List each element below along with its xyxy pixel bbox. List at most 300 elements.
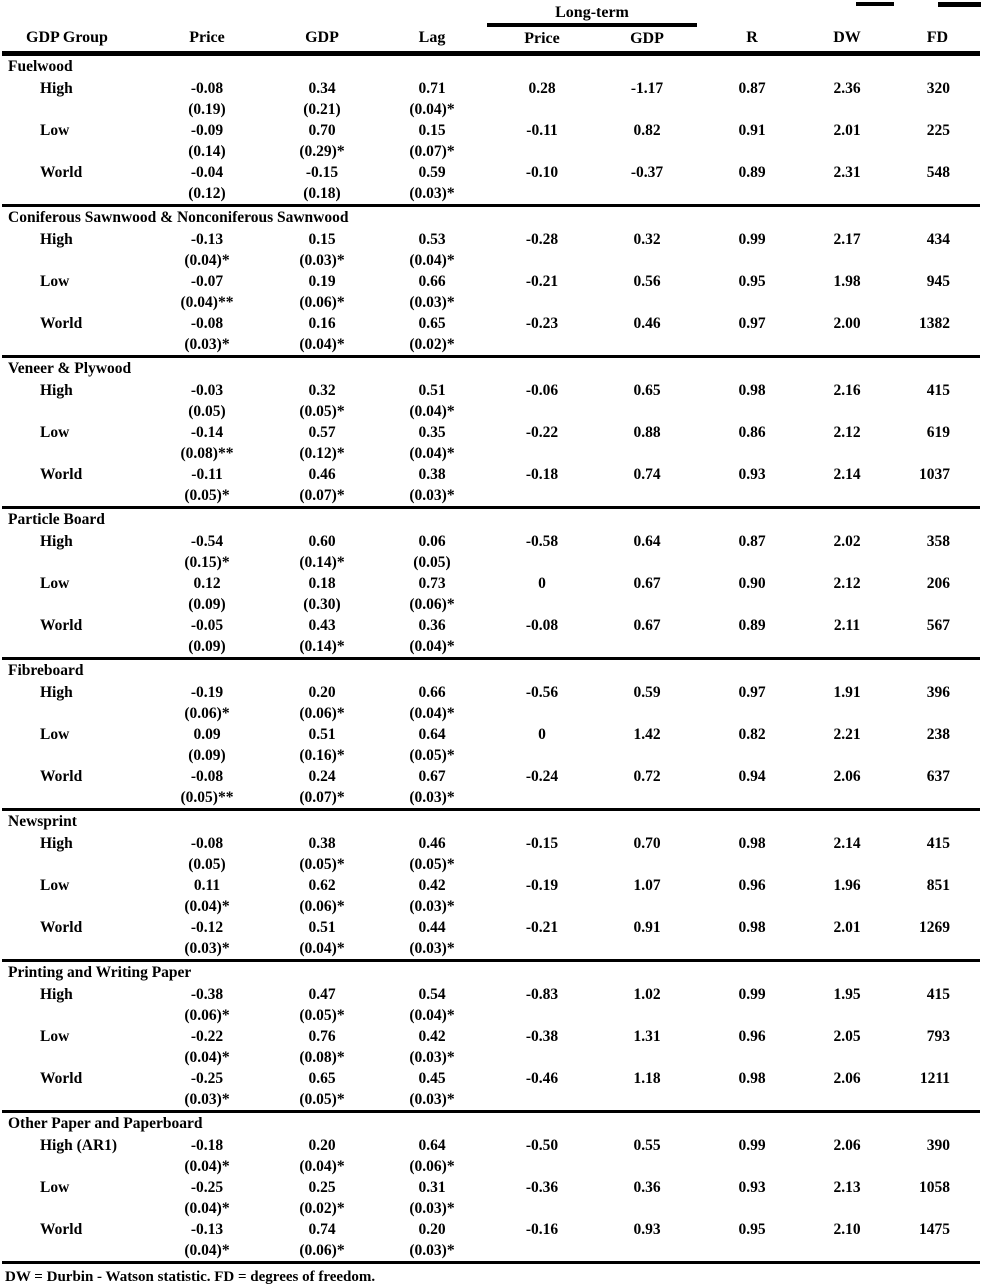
cell-lag: 0.64 xyxy=(418,725,446,743)
cell-r: 0.91 xyxy=(738,121,766,139)
cell-se-lag: (0.05)* xyxy=(409,746,455,764)
cell-gdp: 0.34 xyxy=(308,79,336,97)
cell-fd: 238 xyxy=(926,725,951,743)
cell-lt-gdp: 0.46 xyxy=(633,314,661,332)
empty-cell xyxy=(487,745,597,766)
cell-se-price: (0.12) xyxy=(188,184,226,202)
empty-cell xyxy=(807,1240,887,1263)
cell-price: -0.14 xyxy=(190,423,224,441)
empty-cell xyxy=(2,1047,147,1068)
cell-lt-price: -0.28 xyxy=(525,230,559,248)
cell-se-gdp: (0.05)* xyxy=(299,1090,345,1108)
cell-lag: 0.53 xyxy=(418,230,446,248)
empty-cell xyxy=(597,1005,697,1026)
row-label: World xyxy=(40,465,83,483)
cell-se-price: (0.09) xyxy=(188,746,226,764)
cell-lag: 0.45 xyxy=(418,1069,446,1087)
empty-cell xyxy=(697,1047,807,1068)
section-title: Other Paper and Paperboard xyxy=(2,1112,980,1136)
row-label: High xyxy=(40,79,73,97)
cell-lag: 0.59 xyxy=(418,163,446,181)
cell-r: 0.93 xyxy=(738,1178,766,1196)
cell-r: 0.95 xyxy=(738,272,766,290)
cell-r: 0.98 xyxy=(738,1069,766,1087)
cell-se-gdp: (0.18) xyxy=(303,184,341,202)
cell-se-lag: (0.03)* xyxy=(409,1048,455,1066)
cell-lt-gdp: 1.02 xyxy=(633,985,661,1003)
row-label: Low xyxy=(40,574,70,592)
row-label: High xyxy=(40,683,73,701)
cell-lt-gdp: 0.32 xyxy=(633,230,661,248)
cell-lag: 0.54 xyxy=(418,985,446,1003)
empty-cell xyxy=(487,1047,597,1068)
cell-lt-gdp: 0.67 xyxy=(633,616,661,634)
empty-cell xyxy=(887,1198,980,1219)
cell-se-price: (0.06)* xyxy=(184,704,230,722)
cell-se-gdp: (0.02)* xyxy=(299,1199,345,1217)
cell-se-lag: (0.03)* xyxy=(409,1241,455,1259)
cell-lt-price: -0.15 xyxy=(525,834,559,852)
empty-cell xyxy=(807,703,887,724)
cell-lt-gdp: 0.36 xyxy=(633,1178,661,1196)
cell-se-price: (0.05) xyxy=(188,855,226,873)
cell-se-gdp: (0.06)* xyxy=(299,1241,345,1259)
cell-fd: 945 xyxy=(926,272,951,290)
empty-cell xyxy=(887,485,980,508)
empty-cell xyxy=(887,1005,980,1026)
empty-cell xyxy=(697,1156,807,1177)
cell-r: 0.96 xyxy=(738,876,766,894)
section-title: Fuelwood xyxy=(2,54,980,79)
cell-r: 0.89 xyxy=(738,616,766,634)
cell-fd: 1058 xyxy=(919,1178,951,1196)
cell-se-lag: (0.03)* xyxy=(409,939,455,957)
cell-r: 0.93 xyxy=(738,465,766,483)
cell-gdp: 0.43 xyxy=(308,616,336,634)
empty-cell xyxy=(887,594,980,615)
empty-cell xyxy=(2,552,147,573)
cell-fd: 637 xyxy=(926,767,951,785)
empty-cell xyxy=(697,1240,807,1263)
cell-lt-gdp: 0.59 xyxy=(633,683,661,701)
cell-price: -0.04 xyxy=(190,163,224,181)
empty-cell xyxy=(487,334,597,357)
empty-cell xyxy=(887,938,980,961)
row-label: Low xyxy=(40,1178,70,1196)
cell-se-price: (0.06)* xyxy=(184,1006,230,1024)
empty-cell xyxy=(807,443,887,464)
cell-gdp: -0.15 xyxy=(305,163,339,181)
empty-cell xyxy=(697,896,807,917)
cell-lt-price: -0.08 xyxy=(525,616,559,634)
cell-se-lag: (0.06)* xyxy=(409,1157,455,1175)
cell-price: -0.08 xyxy=(190,79,224,97)
empty-cell xyxy=(887,1089,980,1112)
scan-artifact-line xyxy=(938,2,981,7)
col-header-r: R xyxy=(697,25,807,54)
empty-cell xyxy=(2,1005,147,1026)
cell-gdp: 0.19 xyxy=(308,272,336,290)
cell-dw: 2.14 xyxy=(833,465,861,483)
empty-cell xyxy=(807,552,887,573)
empty-cell xyxy=(2,334,147,357)
col-header-gdp-group: GDP Group xyxy=(2,25,147,54)
cell-lt-price: -0.58 xyxy=(525,532,559,550)
empty-cell xyxy=(2,854,147,875)
cell-price: -0.25 xyxy=(190,1069,224,1087)
cell-lag: 0.06 xyxy=(418,532,446,550)
empty-cell xyxy=(487,1198,597,1219)
cell-se-gdp: (0.04)* xyxy=(299,939,345,957)
cell-r: 0.97 xyxy=(738,683,766,701)
empty-cell xyxy=(887,99,980,120)
cell-fd: 415 xyxy=(926,985,951,1003)
cell-r: 0.99 xyxy=(738,985,766,1003)
empty-cell xyxy=(807,854,887,875)
empty-cell xyxy=(807,1089,887,1112)
cell-se-price: (0.05)** xyxy=(180,788,234,806)
empty-cell xyxy=(597,1047,697,1068)
empty-cell xyxy=(807,1198,887,1219)
empty-cell xyxy=(2,443,147,464)
cell-price: -0.54 xyxy=(190,532,224,550)
empty-cell xyxy=(697,334,807,357)
cell-lag: 0.42 xyxy=(418,1027,446,1045)
empty-cell xyxy=(887,443,980,464)
cell-fd: 396 xyxy=(926,683,951,701)
cell-lag: 0.46 xyxy=(418,834,446,852)
cell-gdp: 0.57 xyxy=(308,423,336,441)
cell-se-price: (0.04)* xyxy=(184,1241,230,1259)
empty-cell xyxy=(487,183,597,206)
cell-gdp: 0.24 xyxy=(308,767,336,785)
empty-cell xyxy=(487,99,597,120)
section-title: Particle Board xyxy=(2,508,980,532)
cell-lt-gdp: 0.56 xyxy=(633,272,661,290)
cell-price: -0.13 xyxy=(190,230,224,248)
cell-gdp: 0.60 xyxy=(308,532,336,550)
section-title: Coniferous Sawnwood & Nonconiferous Sawnwood xyxy=(2,206,980,230)
cell-gdp: 0.20 xyxy=(308,1136,336,1154)
cell-price: 0.09 xyxy=(193,725,221,743)
cell-dw: 1.91 xyxy=(833,683,861,701)
cell-r: 0.87 xyxy=(738,532,766,550)
empty-cell xyxy=(2,703,147,724)
cell-gdp: 0.51 xyxy=(308,725,336,743)
empty-cell xyxy=(487,485,597,508)
header-spacer xyxy=(2,2,487,25)
cell-r: 0.86 xyxy=(738,423,766,441)
cell-lt-price: -0.56 xyxy=(525,683,559,701)
empty-cell xyxy=(807,334,887,357)
row-label: World xyxy=(40,616,83,634)
row-label: High xyxy=(40,532,73,550)
row-label: Low xyxy=(40,272,70,290)
empty-cell xyxy=(487,787,597,810)
table-header xyxy=(2,2,980,54)
cell-gdp: 0.38 xyxy=(308,834,336,852)
empty-cell xyxy=(887,896,980,917)
cell-se-price: (0.09) xyxy=(188,637,226,655)
cell-lt-gdp: 1.07 xyxy=(633,876,661,894)
cell-se-lag: (0.03)* xyxy=(409,293,455,311)
row-label: High xyxy=(40,381,73,399)
cell-lag: 0.67 xyxy=(418,767,446,785)
empty-cell xyxy=(807,1047,887,1068)
cell-fd: 548 xyxy=(926,163,951,181)
section-title: Fibreboard xyxy=(2,659,980,683)
empty-cell xyxy=(597,896,697,917)
cell-dw: 1.98 xyxy=(833,272,861,290)
empty-cell xyxy=(887,334,980,357)
empty-cell xyxy=(887,141,980,162)
cell-r: 0.98 xyxy=(738,381,766,399)
cell-se-lag: (0.04)* xyxy=(409,402,455,420)
cell-price: -0.03 xyxy=(190,381,224,399)
empty-cell xyxy=(597,552,697,573)
empty-cell xyxy=(807,896,887,917)
cell-lag: 0.15 xyxy=(418,121,446,139)
cell-lt-gdp: 0.91 xyxy=(633,918,661,936)
cell-price: -0.11 xyxy=(191,465,223,483)
cell-lag: 0.71 xyxy=(418,79,446,97)
cell-price: -0.08 xyxy=(190,767,224,785)
empty-cell xyxy=(487,1156,597,1177)
empty-cell xyxy=(597,636,697,659)
cell-se-price: (0.03)* xyxy=(184,1090,230,1108)
cell-se-lag: (0.07)* xyxy=(409,142,455,160)
cell-lt-price: -0.18 xyxy=(525,465,559,483)
empty-cell xyxy=(697,1089,807,1112)
empty-cell xyxy=(2,401,147,422)
empty-cell xyxy=(807,141,887,162)
cell-dw: 2.05 xyxy=(833,1027,861,1045)
empty-cell xyxy=(2,1198,147,1219)
cell-fd: 225 xyxy=(926,121,951,139)
cell-se-lag: (0.05)* xyxy=(409,855,455,873)
cell-dw: 2.31 xyxy=(833,163,861,181)
col-header-lag: Lag xyxy=(377,25,487,54)
cell-se-gdp: (0.05)* xyxy=(299,855,345,873)
cell-lt-gdp: -0.37 xyxy=(630,163,664,181)
cell-dw: 1.95 xyxy=(833,985,861,1003)
empty-cell xyxy=(487,401,597,422)
cell-se-gdp: (0.12)* xyxy=(299,444,345,462)
cell-lt-gdp: 1.18 xyxy=(633,1069,661,1087)
empty-cell xyxy=(2,636,147,659)
cell-dw: 2.14 xyxy=(833,834,861,852)
empty-cell xyxy=(2,1156,147,1177)
cell-lt-gdp: 0.70 xyxy=(633,834,661,852)
empty-cell xyxy=(807,250,887,271)
cell-dw: 1.96 xyxy=(833,876,861,894)
cell-r: 0.95 xyxy=(738,1220,766,1238)
empty-cell xyxy=(807,594,887,615)
empty-cell xyxy=(697,1005,807,1026)
empty-cell xyxy=(597,292,697,313)
cell-r: 0.99 xyxy=(738,230,766,248)
col-header-fd: FD xyxy=(887,25,980,54)
empty-cell xyxy=(487,250,597,271)
cell-gdp: 0.20 xyxy=(308,683,336,701)
cell-gdp: 0.32 xyxy=(308,381,336,399)
cell-lt-price: -0.21 xyxy=(525,272,559,290)
cell-se-price: (0.15)* xyxy=(184,553,230,571)
cell-dw: 2.00 xyxy=(833,314,861,332)
cell-se-price: (0.04)* xyxy=(184,1157,230,1175)
cell-dw: 2.01 xyxy=(833,121,861,139)
row-label: World xyxy=(40,918,83,936)
empty-cell xyxy=(597,99,697,120)
cell-fd: 619 xyxy=(926,423,951,441)
empty-cell xyxy=(697,443,807,464)
empty-cell xyxy=(487,1089,597,1112)
empty-cell xyxy=(597,443,697,464)
cell-lag: 0.20 xyxy=(418,1220,446,1238)
empty-cell xyxy=(2,787,147,810)
empty-cell xyxy=(887,292,980,313)
cell-lt-price: -0.46 xyxy=(525,1069,559,1087)
row-label: Low xyxy=(40,423,70,441)
cell-se-gdp: (0.06)* xyxy=(299,897,345,915)
cell-dw: 2.06 xyxy=(833,767,861,785)
cell-fd: 358 xyxy=(926,532,951,550)
cell-price: -0.08 xyxy=(190,314,224,332)
cell-lt-gdp: 0.88 xyxy=(633,423,661,441)
cell-lag: 0.65 xyxy=(418,314,446,332)
cell-se-gdp: (0.30) xyxy=(303,595,341,613)
row-label: World xyxy=(40,314,83,332)
scan-artifact-line xyxy=(856,2,894,6)
empty-cell xyxy=(2,183,147,206)
cell-r: 0.89 xyxy=(738,163,766,181)
cell-dw: 2.36 xyxy=(833,79,861,97)
cell-price: -0.18 xyxy=(190,1136,224,1154)
empty-cell xyxy=(887,1047,980,1068)
cell-lt-gdp: 1.31 xyxy=(633,1027,661,1045)
empty-cell xyxy=(697,745,807,766)
empty-cell xyxy=(597,787,697,810)
cell-se-price: (0.04)** xyxy=(180,293,234,311)
cell-lt-price: -0.16 xyxy=(525,1220,559,1238)
empty-cell xyxy=(597,334,697,357)
row-label: World xyxy=(40,1069,83,1087)
cell-dw: 2.10 xyxy=(833,1220,861,1238)
cell-fd: 567 xyxy=(926,616,951,634)
empty-cell xyxy=(887,1240,980,1263)
cell-lag: 0.35 xyxy=(418,423,446,441)
cell-se-lag: (0.03)* xyxy=(409,1199,455,1217)
cell-price: -0.05 xyxy=(190,616,224,634)
cell-lt-price: -0.22 xyxy=(525,423,559,441)
footnote: DW = Durbin - Watson statistic. FD = degrees of freedom. xyxy=(5,1269,376,1285)
cell-gdp: 0.74 xyxy=(308,1220,336,1238)
section-title: Veneer & Plywood xyxy=(2,357,980,381)
elasticity-table xyxy=(2,2,980,1264)
empty-cell xyxy=(487,594,597,615)
cell-lt-price: -0.50 xyxy=(525,1136,559,1154)
empty-cell xyxy=(697,485,807,508)
empty-cell xyxy=(2,99,147,120)
cell-price: -0.12 xyxy=(190,918,224,936)
cell-lt-price: -0.83 xyxy=(525,985,559,1003)
cell-se-lag: (0.04)* xyxy=(409,444,455,462)
cell-price: -0.09 xyxy=(190,121,224,139)
cell-dw: 2.21 xyxy=(833,725,861,743)
empty-cell xyxy=(697,787,807,810)
col-header-dw: DW xyxy=(807,25,887,54)
col-header-lt-price: Price xyxy=(487,25,597,54)
cell-dw: 2.16 xyxy=(833,381,861,399)
cell-lt-price: -0.06 xyxy=(525,381,559,399)
cell-se-gdp: (0.21) xyxy=(303,100,341,118)
cell-gdp: 0.46 xyxy=(308,465,336,483)
empty-cell xyxy=(2,485,147,508)
cell-lag: 0.31 xyxy=(418,1178,446,1196)
section-title: Printing and Writing Paper xyxy=(2,961,980,985)
cell-se-gdp: (0.14)* xyxy=(299,553,345,571)
empty-cell xyxy=(487,443,597,464)
empty-cell xyxy=(597,1198,697,1219)
cell-se-gdp: (0.04)* xyxy=(299,1157,345,1175)
cell-price: 0.12 xyxy=(193,574,221,592)
cell-lt-gdp: -1.17 xyxy=(630,79,664,97)
cell-dw: 2.17 xyxy=(833,230,861,248)
cell-se-lag: (0.02)* xyxy=(409,335,455,353)
cell-se-price: (0.05) xyxy=(188,402,226,420)
cell-gdp: 0.65 xyxy=(308,1069,336,1087)
row-label: Low xyxy=(40,876,70,894)
row-label: Low xyxy=(40,725,70,743)
empty-cell xyxy=(487,1005,597,1026)
empty-cell xyxy=(2,938,147,961)
cell-se-price: (0.08)** xyxy=(180,444,234,462)
empty-cell xyxy=(807,1005,887,1026)
cell-lag: 0.66 xyxy=(418,683,446,701)
col-header-price: Price xyxy=(147,25,267,54)
empty-cell xyxy=(697,292,807,313)
empty-cell xyxy=(597,703,697,724)
cell-lag: 0.66 xyxy=(418,272,446,290)
cell-lt-price: -0.24 xyxy=(525,767,559,785)
row-label: High xyxy=(40,834,73,852)
cell-se-price: (0.19) xyxy=(188,100,226,118)
cell-lag: 0.42 xyxy=(418,876,446,894)
empty-cell xyxy=(697,854,807,875)
empty-cell xyxy=(887,787,980,810)
empty-cell xyxy=(887,703,980,724)
row-label: Low xyxy=(40,1027,70,1045)
cell-fd: 1211 xyxy=(919,1069,951,1087)
empty-cell xyxy=(887,745,980,766)
cell-r: 0.97 xyxy=(738,314,766,332)
cell-se-lag: (0.04)* xyxy=(409,251,455,269)
cell-fd: 415 xyxy=(926,381,951,399)
empty-cell xyxy=(597,141,697,162)
row-label: High (AR1) xyxy=(40,1136,118,1154)
empty-cell xyxy=(697,99,807,120)
cell-se-lag: (0.03)* xyxy=(409,486,455,504)
empty-cell xyxy=(597,1156,697,1177)
cell-gdp: 0.70 xyxy=(308,121,336,139)
cell-dw: 2.02 xyxy=(833,532,861,550)
cell-price: -0.22 xyxy=(190,1027,224,1045)
cell-fd: 434 xyxy=(926,230,951,248)
cell-se-gdp: (0.03)* xyxy=(299,251,345,269)
empty-cell xyxy=(697,183,807,206)
empty-cell xyxy=(597,938,697,961)
cell-r: 0.90 xyxy=(738,574,766,592)
